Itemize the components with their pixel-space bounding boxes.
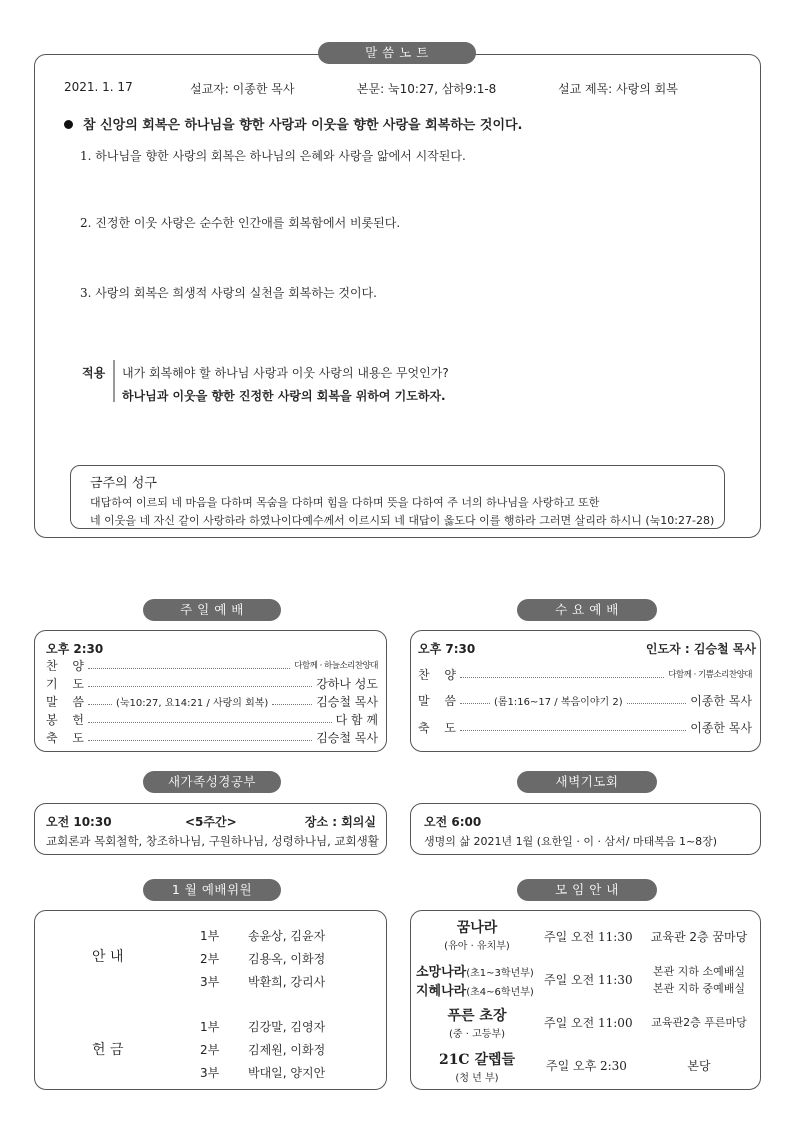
bullet-icon [64,120,73,129]
meeting-time: 주일 오전 11:30 [544,930,633,944]
meeting-sub: (유아 · 유치부) [444,941,510,952]
committee-people: 박대일, 양지안 [248,1066,326,1080]
meeting-name: 푸른 초장 [447,1008,507,1024]
committee-group-name: 헌 금 [92,1042,124,1058]
apply-question: 내가 회복해야 할 하나님 사랑과 이웃 사랑의 내용은 무엇인가? [122,366,449,380]
main-point [64,114,523,133]
wednesday-row: 축 도 이종한 목사 [418,720,752,735]
verse-title: 금주의 성구 [90,476,157,491]
sunday-worship-title: 주 일 예 배 [143,599,281,621]
sermon-note-title: 말 씀 노 트 [318,42,476,64]
meeting-time: 주일 오후 2:30 [546,1059,627,1073]
wednesday-leader: 인도자 : 김승철 목사 [645,642,756,656]
sermon-date: 2021. 1. 17 [64,80,133,94]
committee-part: 3부 [200,1066,220,1080]
committee-part: 1부 [200,929,220,943]
family-study-title: 새가족성경공부 [143,771,281,793]
wednesday-row: 찬 양 다함께 · 기쁨소리찬양대 [418,667,752,682]
family-place: 장소 : 회의실 [304,815,376,829]
wednesday-time: 오후 7:30 [418,642,476,656]
apply-label: 적용 [82,366,106,380]
main-point-text: 참 신앙의 회복은 하나님을 향한 사랑과 이웃을 향한 사랑을 회복하는 것이다. [83,118,523,133]
committee-people: 김강말, 김영자 [248,1020,326,1034]
family-weeks: <5주간> [185,815,237,829]
sunday-row: 봉 헌 다 함 께 [46,712,378,727]
sermon-title: 설교 제목: 사랑의 회복 [558,82,678,96]
committee-group-name: 안 내 [92,949,124,965]
committee-part: 2부 [200,1043,220,1057]
verse-line-1: 대답하여 이르되 네 마음을 다하며 목숨을 다하며 힘을 다하며 뜻을 다하여 주 너의 하나님을 사랑하고 또한 [90,496,600,509]
family-time: 오전 10:30 [46,815,112,829]
apply-answer: 하나님과 이웃을 향한 진정한 사랑의 회복을 위하여 기도하자. [122,389,446,403]
sermon-text: 본문: 눅10:27, 삼하9:1-8 [357,82,497,96]
sermon-preacher: 설교자: 이종한 목사 [190,82,295,96]
committee-people: 송윤상, 김윤자 [248,929,326,943]
meeting-name: 소망나라(초1~3학년부) [416,965,534,980]
sunday-row: 축 도 김승철 목사 [46,730,378,745]
wednesday-row: 말 씀 (롬1:16~17 / 복음이야기 2) 이종한 목사 [418,693,752,708]
family-topics: 교회론과 목회철학, 창조하나님, 구원하나님, 성령하나님, 교회생활 [46,834,379,848]
committee-part: 2부 [200,952,220,966]
dawn-prayer-title: 새벽기도회 [517,771,657,793]
point-2: 2. 진정한 이웃 사랑은 순수한 인간애를 회복함에서 비롯된다. [80,216,401,230]
meeting-time: 주일 오전 11:00 [544,1016,633,1030]
committee-part: 1부 [200,1020,220,1034]
sunday-time: 오후 2:30 [46,642,104,656]
meeting-time: 주일 오전 11:30 [544,973,633,987]
point-1: 1. 하나님을 향한 사랑의 회복은 하나님의 은혜와 사랑을 앎에서 시작된다. [80,149,466,163]
meeting-place: 본관 지하 소예배실 [652,965,745,978]
dawn-desc: 생명의 삶 2021년 1월 (요한일 · 이 · 삼서/ 마태복음 1~8장) [424,835,718,848]
meeting-sub: (중 · 고등부) [449,1029,505,1040]
meetings-title: 모 임 안 내 [517,879,657,901]
meeting-name: 21C 갈렙들 [438,1052,516,1068]
verse-line-2: 네 이웃을 네 자신 같이 사랑하라 하였나이다예수께서 이르시되 네 대답이 옳도다 이를 행하라 그러면 살리라 하시니 (눅10:27-28) [90,514,715,527]
committee-people: 김용옥, 이화정 [248,952,326,966]
wednesday-worship-title: 수 요 예 배 [517,599,657,621]
sunday-row: 말 씀 (눅10:27, 요14:21 / 사랑의 회복) 김승철 목사 [46,694,378,709]
point-3: 3. 사랑의 회복은 희생적 사랑의 실천을 회복하는 것이다. [80,286,377,300]
meeting-name: 꿈나라 [456,920,498,936]
meeting-place: 교육관2층 푸른마당 [651,1016,747,1029]
meeting-place: 교육관 2층 꿈마당 [650,930,748,944]
sunday-row: 찬 양 다함께 · 하늘소리찬양대 [46,658,378,673]
committee-people: 박환희, 강리사 [248,975,326,989]
committee-title: 1 월 예배위원 [143,879,281,901]
meeting-place: 본관 지하 중예배실 [652,982,745,995]
apply-divider [113,360,115,402]
committee-part: 3부 [200,975,220,989]
dawn-time: 오전 6:00 [424,815,482,829]
sunday-row: 기 도 강하나 성도 [46,676,378,691]
meeting-name: 지혜나라(초4~6학년부) [416,984,534,999]
meeting-place: 본당 [687,1059,711,1073]
committee-people: 김제원, 이화정 [248,1043,326,1057]
meeting-sub: (청 년 부) [455,1073,499,1084]
